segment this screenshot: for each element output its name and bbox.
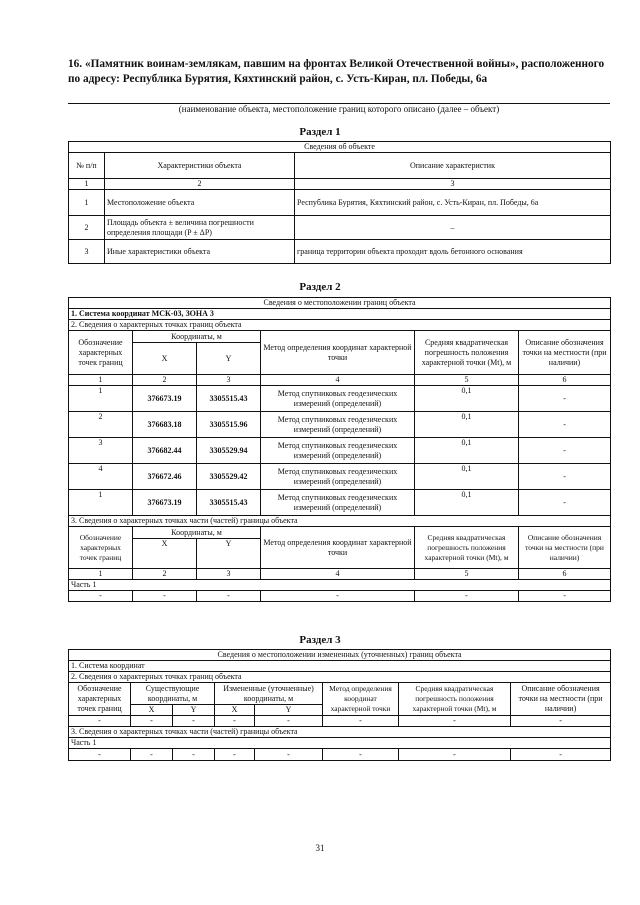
point-error: 0,1	[415, 438, 519, 464]
table-row	[69, 464, 611, 490]
header-point-description: Описание обозначения точки на местности (при наличии)	[511, 683, 611, 716]
empty-cell: -	[323, 749, 399, 761]
point-method: Метод спутниковых геодезических измерений (определений)	[261, 438, 415, 464]
empty-cell: -	[215, 716, 255, 727]
table-row	[69, 386, 611, 412]
subsection-part-points: 3. Сведения о характерных точках части (частей) границы объекта	[69, 516, 611, 527]
empty-cell: -	[323, 716, 399, 727]
header-point: Обозначение характерных точек границ	[69, 683, 131, 716]
point-description: -	[519, 412, 611, 438]
point-method: Метод спутниковых геодезических измерений (определений)	[261, 412, 415, 438]
empty-cell: -	[511, 749, 611, 761]
col-number: 2	[133, 375, 197, 386]
point-description: -	[519, 386, 611, 412]
col-number: 5	[415, 569, 519, 580]
col-number: 4	[261, 375, 415, 386]
row-no: 3	[69, 240, 105, 264]
header-point: Обозначение характерных точек границ	[69, 331, 133, 375]
subsection-part-points: 3. Сведения о характерных точках части (частей) границы объекта	[69, 727, 611, 738]
header-x: X	[133, 539, 197, 569]
header-y: Y	[197, 539, 261, 569]
header-x: X	[133, 343, 197, 375]
row-characteristic: Площадь объекта ± величина погрешности определения площади (P ± ΔP)	[105, 216, 295, 240]
row-no: 2	[69, 216, 105, 240]
coordinate-system: 1. Система координат	[69, 661, 611, 672]
col-number: 3	[295, 179, 611, 190]
table-row	[69, 749, 611, 761]
table-row	[69, 580, 611, 591]
empty-cell: -	[511, 716, 611, 727]
table-row	[69, 661, 611, 672]
table-title: Сведения о местоположении границ объекта	[69, 298, 611, 309]
table-row	[69, 438, 611, 464]
section-2-table	[68, 297, 611, 602]
point-y: 3305515.43	[197, 490, 261, 516]
header-existing-coords: Существующие координаты, м	[131, 683, 215, 705]
col-number: 2	[133, 569, 197, 580]
point-description: -	[519, 438, 611, 464]
section-3-table	[68, 649, 611, 761]
empty-cell: -	[399, 716, 511, 727]
table-row	[69, 716, 611, 727]
header-y: Y	[255, 705, 323, 716]
header-error: Средняя квадратическая погрешность положения характерной точки (Mt), м	[415, 527, 519, 569]
empty-cell: -	[399, 749, 511, 761]
col-number: 1	[69, 179, 105, 190]
row-characteristic: Иные характеристики объекта	[105, 240, 295, 264]
empty-cell: -	[255, 749, 323, 761]
point-error: 0,1	[415, 464, 519, 490]
section-3-heading: Раздел 3	[299, 634, 341, 646]
col-number: 3	[197, 569, 261, 580]
col-number: 4	[261, 569, 415, 580]
table-row	[69, 153, 611, 179]
point-id: 1	[69, 490, 133, 516]
empty-cell: -	[519, 591, 611, 602]
table-row	[69, 190, 611, 216]
header-y: Y	[197, 343, 261, 375]
empty-cell: -	[131, 716, 173, 727]
table-row	[69, 727, 611, 738]
header-method: Метод определения координат характерной точки	[261, 527, 415, 569]
point-method: Метод спутниковых геодезических измерений (определений)	[261, 490, 415, 516]
row-characteristic: Местоположение объекта	[105, 190, 295, 216]
header-changed-coords: Измененные (уточненные) координаты, м	[215, 683, 323, 705]
part-label: Часть 1	[69, 738, 611, 749]
empty-cell: -	[69, 749, 131, 761]
table-row	[69, 516, 611, 527]
empty-cell: -	[133, 591, 197, 602]
col-number: 5	[415, 375, 519, 386]
section-1-heading: Раздел 1	[299, 126, 341, 138]
table-row	[69, 320, 611, 331]
point-id: 2	[69, 412, 133, 438]
point-x: 376682.44	[133, 438, 197, 464]
coordinate-system: 1. Система координат МСК-03, ЗОНА 3	[69, 309, 611, 320]
point-x: 376672.46	[133, 464, 197, 490]
point-id: 3	[69, 438, 133, 464]
table-title: Сведения о местоположении измененных (уточненных) границ объекта	[69, 650, 611, 661]
empty-cell: -	[131, 749, 173, 761]
part-label: Часть 1	[69, 580, 611, 591]
header-description: Описание характеристик	[295, 153, 611, 179]
empty-cell: -	[69, 716, 131, 727]
empty-cell: -	[261, 591, 415, 602]
header-error: Средняя квадратическая погрешность положения характерной точки (Mt), м	[415, 331, 519, 375]
point-id: 1	[69, 386, 133, 412]
point-id: 4	[69, 464, 133, 490]
table-row	[69, 298, 611, 309]
section-2-heading: Раздел 2	[299, 281, 341, 293]
col-number: 2	[105, 179, 295, 190]
header-point-description: Описание обозначения точки на местности (при наличии)	[519, 331, 611, 375]
row-description: –	[295, 216, 611, 240]
header-coords: Координаты, м	[133, 527, 261, 539]
empty-cell: -	[197, 591, 261, 602]
point-y: 3305515.96	[197, 412, 261, 438]
header-point: Обозначение характерных точек границ	[69, 527, 133, 569]
header-error: Средняя квадратическая погрешность положения характерной точки (Mt), м	[399, 683, 511, 716]
table-row	[69, 309, 611, 320]
point-error: 0,1	[415, 490, 519, 516]
header-coords: Координаты, м	[133, 331, 261, 343]
header-characteristic: Характеристики объекта	[105, 153, 295, 179]
point-method: Метод спутниковых геодезических измерений (определений)	[261, 386, 415, 412]
point-description: -	[519, 464, 611, 490]
col-number: 6	[519, 375, 611, 386]
header-method: Метод определения координат характерной точки	[261, 331, 415, 375]
table-row	[69, 591, 611, 602]
point-x: 376673.19	[133, 490, 197, 516]
table-row	[69, 375, 611, 386]
col-number: 6	[519, 569, 611, 580]
point-x: 376683.18	[133, 412, 197, 438]
table-row	[69, 490, 611, 516]
header-x: X	[131, 705, 173, 716]
row-description: граница территории объекта проходит вдоль бетонного основания	[295, 240, 611, 264]
point-description: -	[519, 490, 611, 516]
point-error: 0,1	[415, 412, 519, 438]
table-row	[69, 683, 611, 705]
table-row	[69, 738, 611, 749]
table-row	[69, 569, 611, 580]
row-no: 1	[69, 190, 105, 216]
table-row	[69, 672, 611, 683]
table-row	[69, 412, 611, 438]
point-method: Метод спутниковых геодезических измерений (определений)	[261, 464, 415, 490]
header-y: Y	[173, 705, 215, 716]
empty-cell: -	[69, 591, 133, 602]
object-caption: (наименование объекта, местоположение границ которого описано (далее – объект)	[178, 104, 500, 114]
point-y: 3305529.94	[197, 438, 261, 464]
point-y: 3305529.42	[197, 464, 261, 490]
point-y: 3305515.43	[197, 386, 261, 412]
table-row	[69, 527, 611, 539]
col-number: 1	[69, 375, 133, 386]
row-description: Республика Бурятия, Кяхтинский район, с. Усть-Киран, пл. Победы, 6а	[295, 190, 611, 216]
section-1-table	[68, 141, 611, 264]
table-row	[69, 331, 611, 343]
header-method: Метод определения координат характерной точки	[323, 683, 399, 716]
empty-cell: -	[173, 716, 215, 727]
header-x: X	[215, 705, 255, 716]
table-row	[69, 142, 611, 153]
page-number: 31	[315, 843, 325, 853]
empty-cell: -	[255, 716, 323, 727]
point-x: 376673.19	[133, 386, 197, 412]
table-row	[69, 216, 611, 240]
table-title: Сведения об объекте	[69, 142, 611, 153]
empty-cell: -	[415, 591, 519, 602]
object-title: 16. «Памятник воинам-землякам, павшим на фронтах Великой Отечественной войны», расположенного по адресу: Республика Бурятия, Кяхтинский район, с. Усть-Киран, пл. Победы, 6а	[68, 58, 605, 85]
table-row	[69, 240, 611, 264]
empty-cell: -	[173, 749, 215, 761]
table-row	[69, 179, 611, 190]
header-point-description: Описание обозначения точки на местности (при наличии)	[519, 527, 611, 569]
table-row	[69, 650, 611, 661]
col-number: 3	[197, 375, 261, 386]
header-no: № п/п	[69, 153, 105, 179]
subsection-points: 2. Сведения о характерных точках границ объекта	[69, 672, 611, 683]
subsection-points: 2. Сведения о характерных точках границ объекта	[69, 320, 611, 331]
col-number: 1	[69, 569, 133, 580]
point-error: 0,1	[415, 386, 519, 412]
empty-cell: -	[215, 749, 255, 761]
